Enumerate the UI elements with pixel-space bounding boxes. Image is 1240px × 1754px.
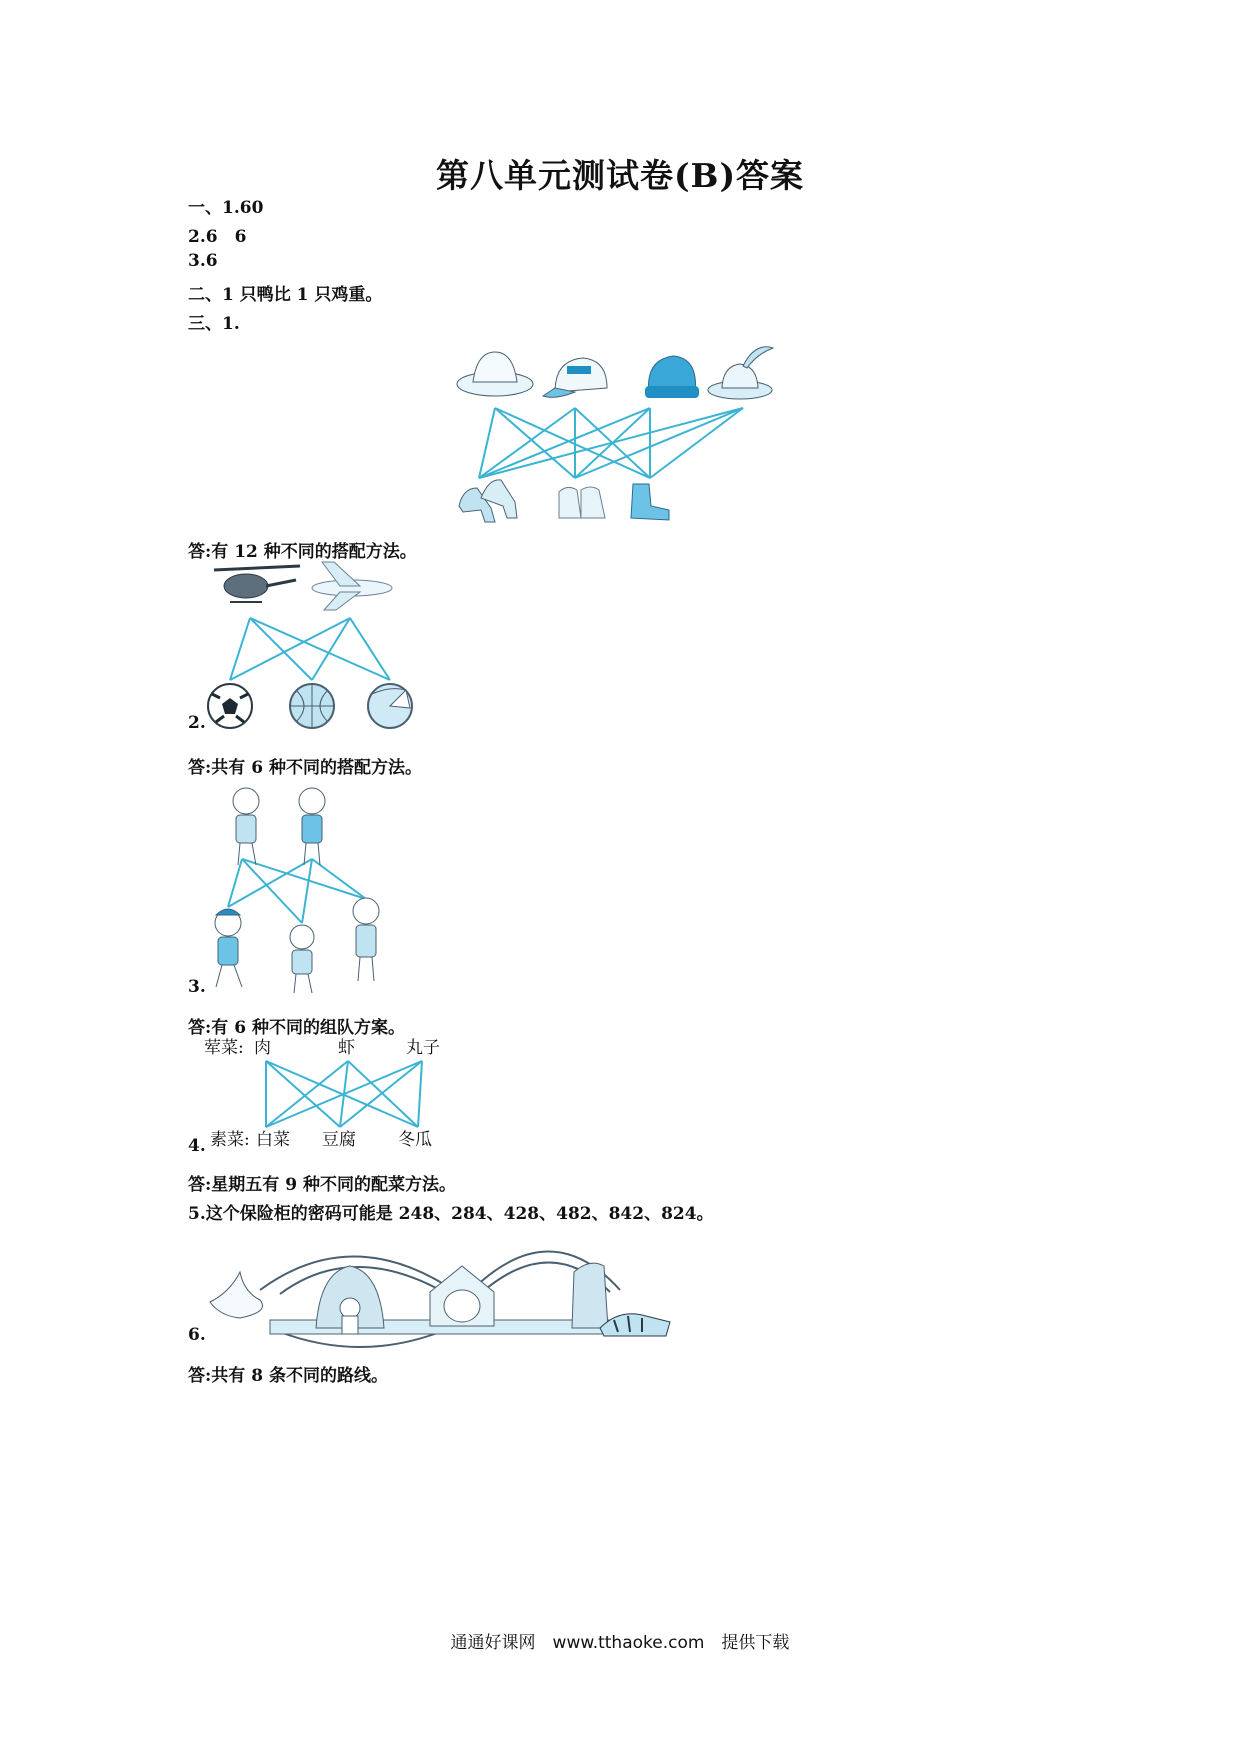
answer-1-1: 一、1.60: [188, 198, 264, 218]
answer-3-5: 5.这个保险柜的密码可能是 248、284、428、482、842、824。: [188, 1204, 714, 1224]
hats-shoes-figure: [455, 338, 795, 524]
meat-item: 肉: [254, 1038, 271, 1058]
answer-3-1-label: 三、1.: [188, 314, 240, 334]
footer-credit: 通通好课网 www.tthaoke.com 提供下载: [450, 1633, 790, 1653]
question-3-4-label: 4.: [188, 1136, 206, 1156]
girl-2-icon: [299, 788, 325, 865]
soccer-ball-icon: [208, 684, 252, 728]
high-heels-icon: [459, 480, 517, 522]
veg-label: 素菜:: [210, 1130, 250, 1150]
bird-icon: [210, 1272, 263, 1318]
rock-icon: [572, 1263, 608, 1328]
question-3-6-label: 6.: [188, 1325, 206, 1345]
answer-3-4: 答:星期五有 9 种不同的配菜方法。: [188, 1175, 456, 1195]
aircraft-balls-figure: [200, 558, 440, 733]
girl-1-icon: [233, 788, 259, 865]
connection-lines: [266, 1061, 422, 1127]
page-title: 第八单元测试卷(B)答案: [435, 156, 805, 195]
answer-3-1: 答:有 12 种不同的搭配方法。: [188, 542, 417, 562]
tiger-icon: [600, 1314, 670, 1336]
connection-lines: [230, 618, 390, 680]
veg-item: 白菜: [256, 1130, 290, 1150]
children-figure: [200, 775, 410, 995]
helicopter-icon: [214, 566, 300, 602]
volleyball-icon: [368, 684, 412, 728]
baseball-cap-icon: [543, 358, 607, 397]
answer-3-2: 答:共有 6 种不同的搭配方法。: [188, 758, 422, 778]
meat-item: 丸子: [406, 1038, 440, 1058]
veg-item: 冬瓜: [398, 1130, 432, 1150]
basketball-icon: [290, 684, 334, 728]
answer-1-2: 2.6 6: [188, 227, 247, 247]
knit-hat-icon: [645, 356, 699, 398]
boy-1-icon: [215, 909, 242, 987]
airplane-icon: [312, 562, 392, 610]
question-3-3-label: 3.: [188, 977, 206, 997]
answer-1-3: 3.6: [188, 251, 218, 271]
question-3-2-label: 2.: [188, 713, 206, 733]
boots-icon: [631, 484, 669, 520]
cowboy-hat-icon: [457, 352, 533, 396]
sneakers-icon: [559, 487, 605, 518]
feather-hat-icon: [708, 347, 773, 399]
routes-figure: [200, 1232, 680, 1352]
elephant-house-icon: [430, 1266, 494, 1326]
answer-3-6: 答:共有 8 条不同的路线。: [188, 1366, 388, 1386]
meat-item: 虾: [338, 1038, 355, 1058]
answer-3-3: 答:有 6 种不同的组队方案。: [188, 1018, 405, 1038]
connection-lines: [479, 408, 743, 478]
boy-3-icon: [353, 898, 379, 981]
monkey-icon: [340, 1298, 360, 1334]
veg-item: 豆腐: [322, 1130, 356, 1150]
dishes-figure: [200, 1035, 460, 1155]
boy-2-icon: [290, 925, 314, 993]
connection-lines: [228, 859, 366, 923]
answer-2-1: 二、1 只鸭比 1 只鸡重。: [188, 285, 383, 305]
meat-label: 荤菜:: [204, 1038, 244, 1058]
